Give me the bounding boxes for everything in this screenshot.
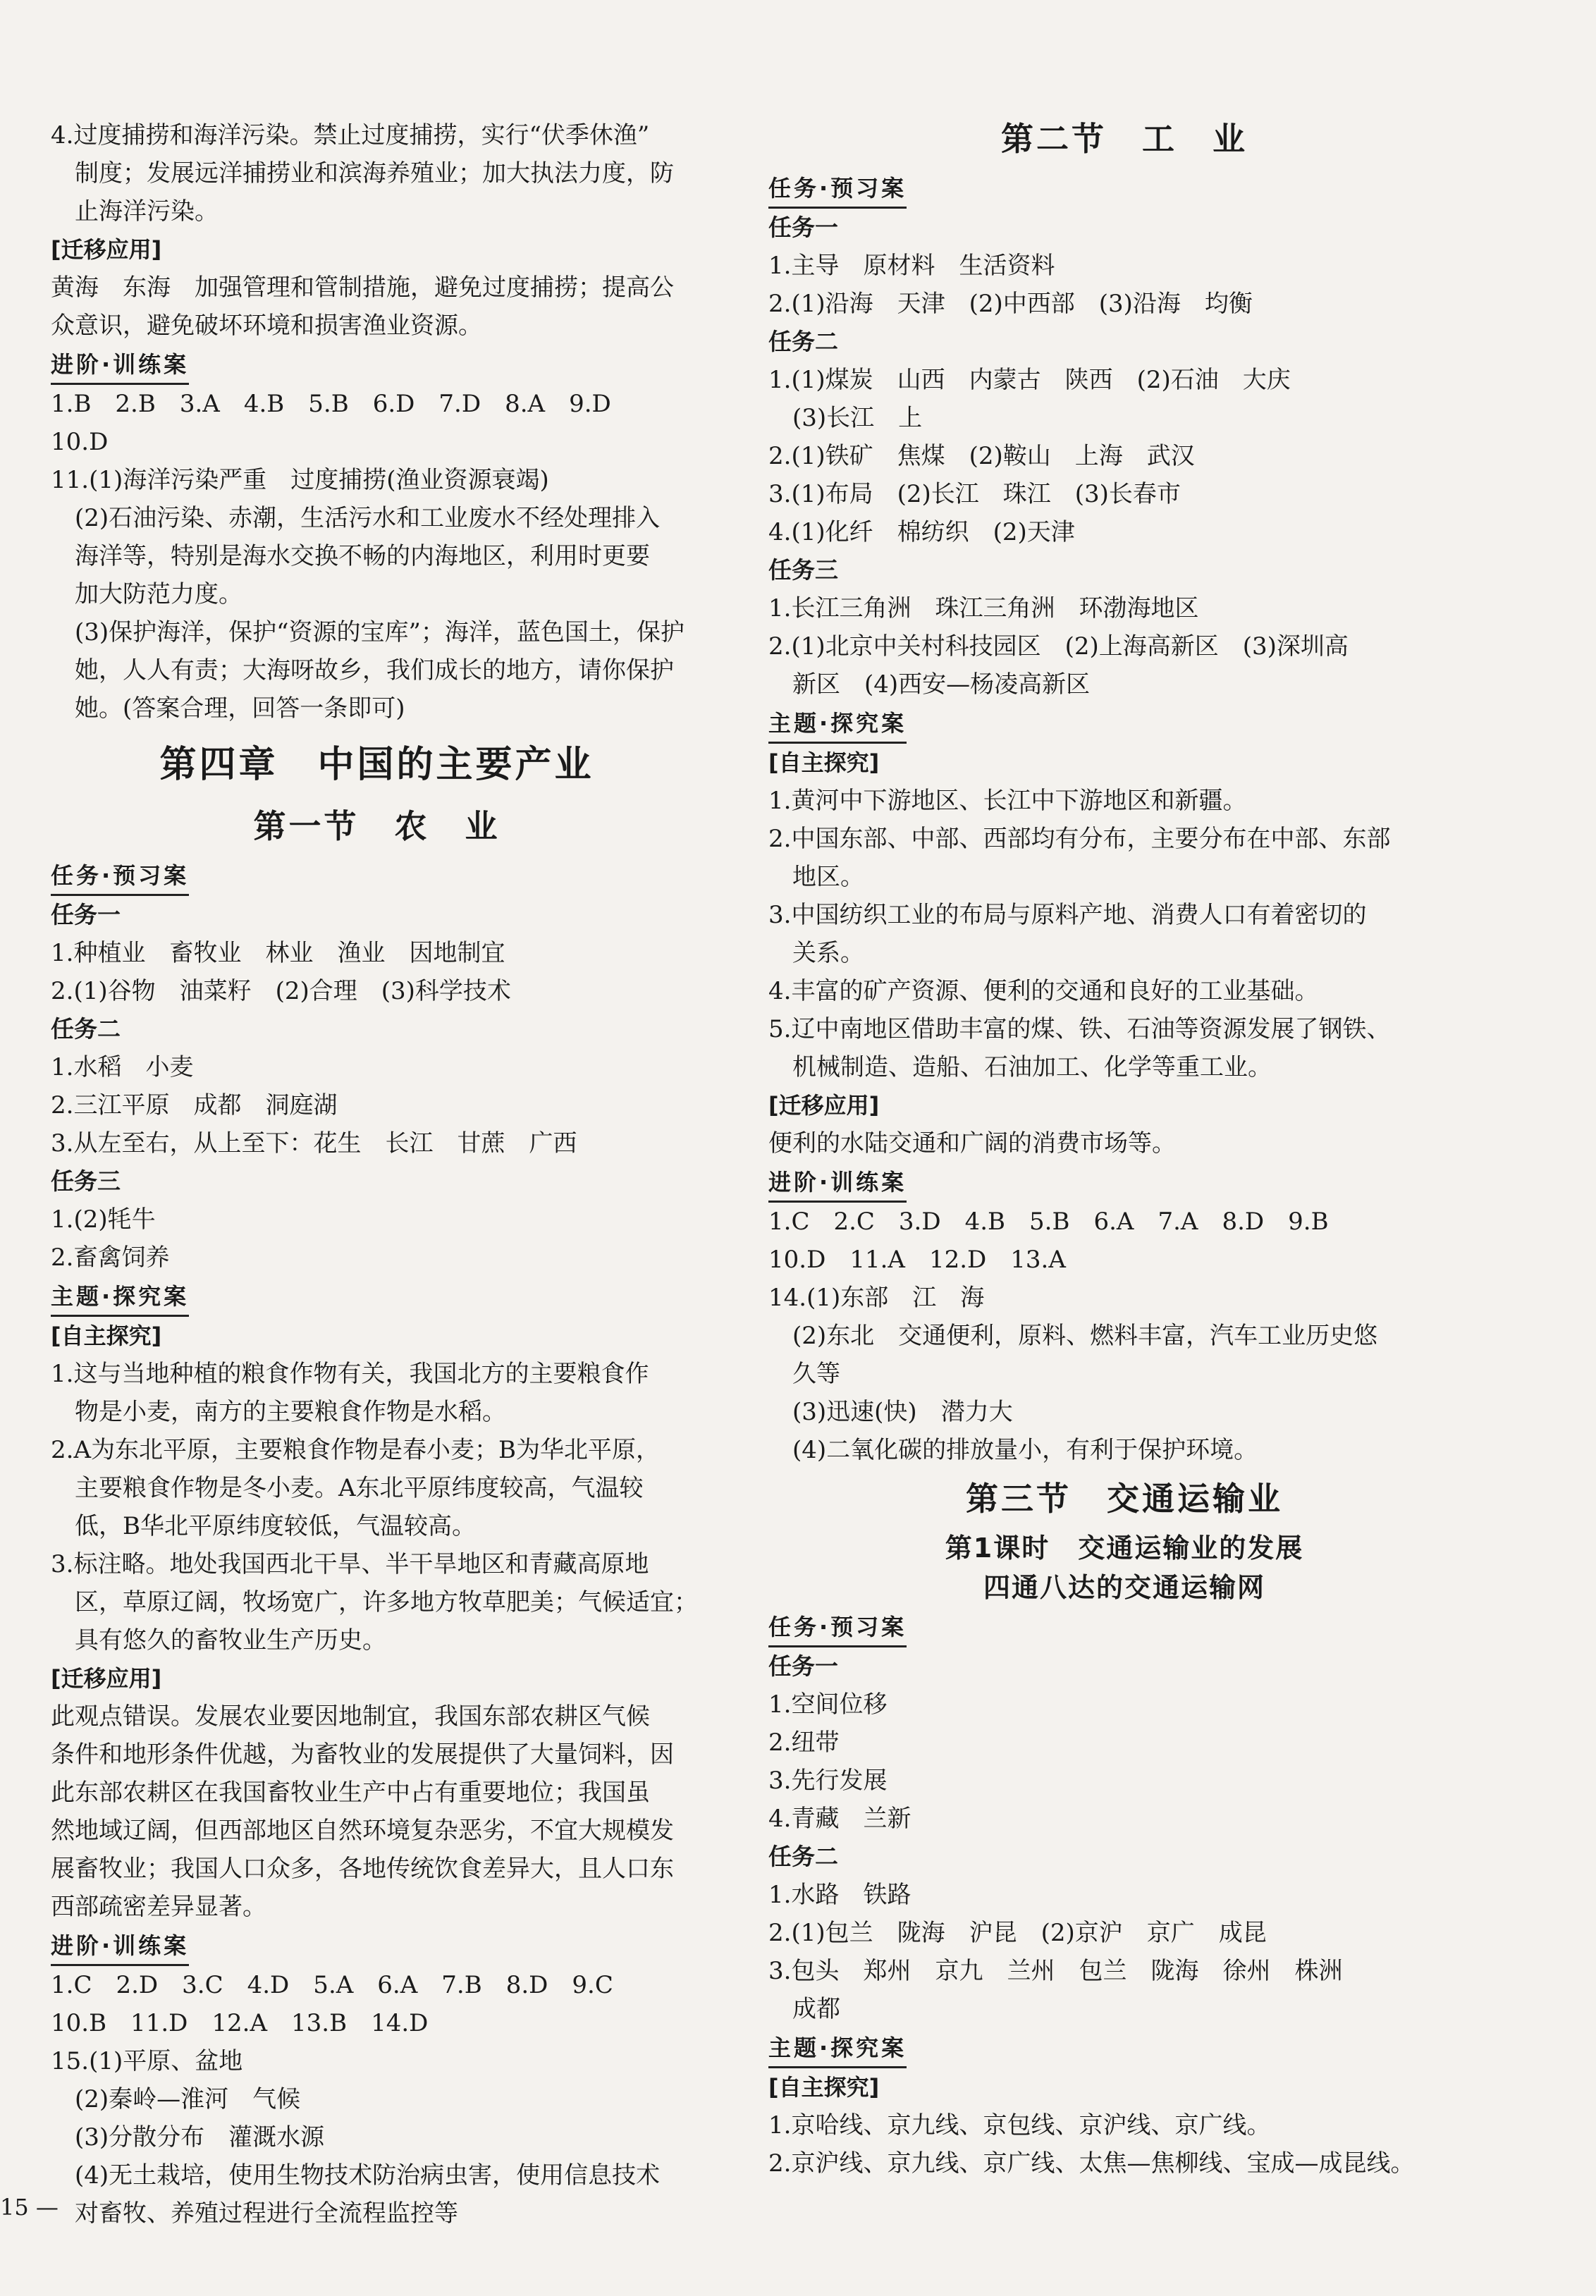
section-title: 第三节 交通运输业 bbox=[966, 1480, 1283, 1518]
text-line: 加大防范力度。 bbox=[75, 580, 243, 608]
page-number: 15 — bbox=[0, 2194, 59, 2221]
text-line: 2.畜禽饲养 bbox=[51, 1244, 170, 1272]
lesson-subtitle: 四通八达的交通运输网 bbox=[983, 1572, 1265, 1603]
text-line: 2.(1)沿海 天津 (2)中西部 (3)沿海 均衡 bbox=[768, 290, 1253, 318]
answer-line: 10.D bbox=[51, 428, 109, 456]
intro-answer-block bbox=[51, 116, 703, 231]
text-line: (2)东北 交通便利，原料、燃料丰富，汽车工业历史悠 bbox=[792, 1322, 1378, 1350]
text-line: 海洋等，特别是海水交换不畅的内海地区，利用时更要 bbox=[75, 542, 650, 570]
section-title: 第二节 工 业 bbox=[1001, 120, 1248, 158]
text-line: 1.主导 原材料 生活资料 bbox=[768, 252, 1055, 280]
task-heading: 任务二 bbox=[768, 328, 838, 355]
text-line: 西部疏密差异显著。 bbox=[51, 1893, 266, 1921]
text-line: 14.(1)东部 江 海 bbox=[768, 1284, 985, 1312]
jinjie-heading: 进阶·训练案 bbox=[51, 1927, 189, 1966]
text-line: (4)二氧化碳的排放量小，有利于保护环境。 bbox=[792, 1436, 1258, 1464]
text-line: 便利的水陆交通和广阔的消费市场等。 bbox=[768, 1129, 1176, 1158]
text-line: 3.从左至右，从上至下：花生 长江 甘蔗 广西 bbox=[51, 1129, 577, 1158]
text-line: 2.A为东北平原，主要粮食作物是春小麦；B为华北平原， bbox=[51, 1436, 660, 1464]
q15-block bbox=[51, 2042, 703, 2233]
jinjie-heading: 进阶·训练案 bbox=[51, 346, 189, 385]
text-line: 1.长江三角洲 珠江三角洲 环渤海地区 bbox=[768, 594, 1199, 622]
task-heading: 任务一 bbox=[768, 1652, 838, 1680]
text-line: 此东部农耕区在我国畜牧业生产中占有重要地位；我国虽 bbox=[51, 1779, 650, 1807]
text-line: 2.纽带 bbox=[768, 1729, 840, 1757]
task-heading: 任务二 bbox=[768, 1843, 838, 1870]
answer-line: 10.D 11.A 12.D 13.A bbox=[768, 1246, 1066, 1274]
qianyi-heading: [迁移应用] bbox=[768, 1092, 880, 1119]
text-line: 条件和地形条件优越，为畜牧业的发展提供了大量饲料，因 bbox=[51, 1741, 674, 1769]
zhuti-heading: 主题·探究案 bbox=[768, 705, 907, 744]
text-line: (2)石油污染、赤潮，生活污水和工业废水不经处理排入 bbox=[75, 504, 661, 532]
text-line: 然地域辽阔，但西部地区自然环境复杂恶劣，不宜大规模发 bbox=[51, 1817, 674, 1845]
text-line: 11.(1)海洋污染严重 过度捕捞(渔业资源衰竭) bbox=[51, 466, 549, 494]
right-column bbox=[768, 116, 1480, 2183]
text-line: (3)分散分布 灌溉水源 bbox=[75, 2123, 325, 2151]
text-line: 15.(1)平原、盆地 bbox=[51, 2047, 243, 2075]
text-line: 地区。 bbox=[792, 863, 864, 891]
answer-line: 10.B 11.D 12.A 13.B 14.D bbox=[51, 2009, 429, 2037]
text-line: 1.京哈线、京九线、京包线、京沪线、京广线。 bbox=[768, 2111, 1271, 2140]
lesson-title: 第1课时 交通运输业的发展 bbox=[945, 1533, 1304, 1564]
text-line: 2.京沪线、京九线、京广线、太焦—焦柳线、宝成—成昆线。 bbox=[768, 2149, 1415, 2178]
text-line: 止海洋污染。 bbox=[75, 197, 219, 226]
text-line: 2.三江平原 成都 洞庭湖 bbox=[51, 1091, 338, 1119]
zhuti-heading: 主题·探究案 bbox=[768, 2030, 907, 2068]
text-line: 1.水路 铁路 bbox=[768, 1881, 911, 1909]
text-line: 2.(1)谷物 油菜籽 (2)合理 (3)科学技术 bbox=[51, 977, 511, 1005]
text-line: 黄海 东海 加强管理和管制措施，避免过度捕捞；提高公 bbox=[51, 274, 674, 302]
text-line: 3.标注略。地处我国西北干旱、半干旱地区和青藏高原地 bbox=[51, 1550, 649, 1578]
text-line: 此观点错误。发展农业要因地制宜，我国东部农耕区气候 bbox=[51, 1702, 650, 1731]
text-line: 3.包头 郑州 京九 兰州 包兰 陇海 徐州 株洲 bbox=[768, 1957, 1343, 1985]
qianyi-heading: [迁移应用] bbox=[51, 1665, 162, 1692]
renwu-heading: 任务·预习案 bbox=[768, 1609, 907, 1647]
text-line: (3)迅速(快) 潜力大 bbox=[792, 1398, 1013, 1426]
text-line: 1.黄河中下游地区、长江中下游地区和新疆。 bbox=[768, 787, 1247, 815]
text-line: 1.空间位移 bbox=[768, 1690, 888, 1719]
text-line: 4.过度捕捞和海洋污染。禁止过度捕捞，实行“伏季休渔” bbox=[51, 121, 650, 149]
task-heading: 任务三 bbox=[51, 1167, 121, 1195]
text-line: 1.(2)牦牛 bbox=[51, 1205, 156, 1234]
text-line: 物是小麦，南方的主要粮食作物是水稻。 bbox=[75, 1398, 506, 1426]
renwu-heading: 任务·预习案 bbox=[51, 857, 189, 896]
text-line: (4)无土栽培，使用生物技术防治病虫害，使用信息技术 bbox=[75, 2161, 661, 2190]
text-line: 她，人人有责；大海呀故乡，我们成长的地方，请你保护 bbox=[75, 656, 674, 684]
zizhu-heading: [自主探究] bbox=[768, 2074, 880, 2101]
text-line: 制度；发展远洋捕捞业和滨海养殖业；加大执法力度，防 bbox=[75, 159, 674, 188]
task3-block bbox=[768, 589, 1480, 704]
task-heading: 任务一 bbox=[768, 214, 838, 241]
task-heading: 任务二 bbox=[51, 1015, 121, 1043]
answer-line: 1.B 2.B 3.A 4.B 5.B 6.D 7.D 8.A 9.D bbox=[51, 390, 611, 418]
zizhu-block bbox=[768, 782, 1480, 1086]
text-line: 她。(答案合理，回答一条即可) bbox=[75, 694, 405, 723]
text-line: 主要粮食作物是冬小麦。A东北平原纬度较高，气温较 bbox=[75, 1474, 644, 1502]
zizhu-block bbox=[51, 1355, 703, 1659]
text-line: 区，草原辽阔，牧场宽广，许多地方牧草肥美；气候适宜； bbox=[75, 1588, 698, 1616]
text-line: 新区 (4)西安—杨凌高新区 bbox=[792, 670, 1091, 699]
text-line: 3.中国纺织工业的布局与原料产地、消费人口有着密切的 bbox=[768, 901, 1367, 929]
text-line: 成都 bbox=[792, 1995, 840, 2023]
text-line: 5.辽中南地区借助丰富的煤、铁、石油等资源发展了钢铁、 bbox=[768, 1015, 1391, 1043]
answer-line: 1.C 2.D 3.C 4.D 5.A 6.A 7.B 8.D 9.C bbox=[51, 1971, 613, 1999]
text-line: 2.(1)北京中关村科技园区 (2)上海高新区 (3)深圳高 bbox=[768, 632, 1349, 661]
text-line: 久等 bbox=[792, 1360, 840, 1388]
renwu-heading: 任务·预习案 bbox=[768, 170, 907, 209]
text-line: 4.青藏 兰新 bbox=[768, 1805, 911, 1833]
text-line: 1.水稻 小麦 bbox=[51, 1053, 194, 1081]
answer-line: 1.C 2.C 3.D 4.B 5.B 6.A 7.A 8.D 9.B bbox=[768, 1208, 1329, 1236]
left-column bbox=[51, 116, 703, 2233]
text-line: 4.(1)化纤 棉纺织 (2)天津 bbox=[768, 518, 1075, 546]
text-line: 1.(1)煤炭 山西 内蒙古 陕西 (2)石油 大庆 bbox=[768, 366, 1291, 394]
text-line: 4.丰富的矿产资源、便利的交通和良好的工业基础。 bbox=[768, 977, 1319, 1005]
chapter-title: 第四章 中国的主要产业 bbox=[159, 744, 594, 786]
text-line: (3)长江 上 bbox=[792, 404, 923, 432]
text-line: 1.种植业 畜牧业 林业 渔业 因地制宜 bbox=[51, 939, 505, 967]
text-line: 2.(1)铁矿 焦煤 (2)鞍山 上海 武汉 bbox=[768, 442, 1195, 470]
text-line: 机械制造、造船、石油加工、化学等重工业。 bbox=[792, 1053, 1272, 1081]
zhuti-heading: 主题·探究案 bbox=[51, 1278, 189, 1317]
text-line: 具有悠久的畜牧业生产历史。 bbox=[75, 1626, 386, 1655]
text-line: (3)保护海洋，保护“资源的宝库”；海洋，蓝色国土，保护 bbox=[75, 618, 685, 646]
task-heading: 任务一 bbox=[51, 901, 121, 928]
q14-block bbox=[768, 1279, 1480, 1469]
jinjie-heading: 进阶·训练案 bbox=[768, 1164, 907, 1203]
text-line: 关系。 bbox=[792, 939, 864, 967]
text-line: 对畜牧、养殖过程进行全流程监控等 bbox=[75, 2199, 458, 2228]
zizhu-heading: [自主探究] bbox=[51, 1322, 162, 1349]
text-line: 1.这与当地种植的粮食作物有关，我国北方的主要粮食作 bbox=[51, 1360, 649, 1388]
t2-block bbox=[768, 1876, 1480, 2028]
text-line: 2.中国东部、中部、西部均有分布，主要分布在中部、东部 bbox=[768, 825, 1391, 853]
text-line: 展畜牧业；我国人口众多，各地传统饮食差异大，且人口东 bbox=[51, 1855, 674, 1883]
text-line: 3.(1)布局 (2)长江 珠江 (3)长春市 bbox=[768, 480, 1181, 508]
zizhu-heading: [自主探究] bbox=[768, 749, 880, 776]
text-line: 众意识，避免破坏环境和损害渔业资源。 bbox=[51, 312, 482, 340]
text-line: 低，B华北平原纬度较低，气温较高。 bbox=[75, 1512, 476, 1540]
text-line: (2)秦岭—淮河 气候 bbox=[75, 2085, 301, 2113]
text-line: 3.先行发展 bbox=[768, 1767, 888, 1795]
qianyi-heading: [迁移应用] bbox=[51, 236, 162, 263]
text-line: 2.(1)包兰 陇海 沪昆 (2)京沪 京广 成昆 bbox=[768, 1919, 1267, 1947]
task2-block bbox=[768, 361, 1480, 551]
section-title: 第一节 农 业 bbox=[253, 807, 501, 845]
task-heading: 任务三 bbox=[768, 556, 838, 584]
